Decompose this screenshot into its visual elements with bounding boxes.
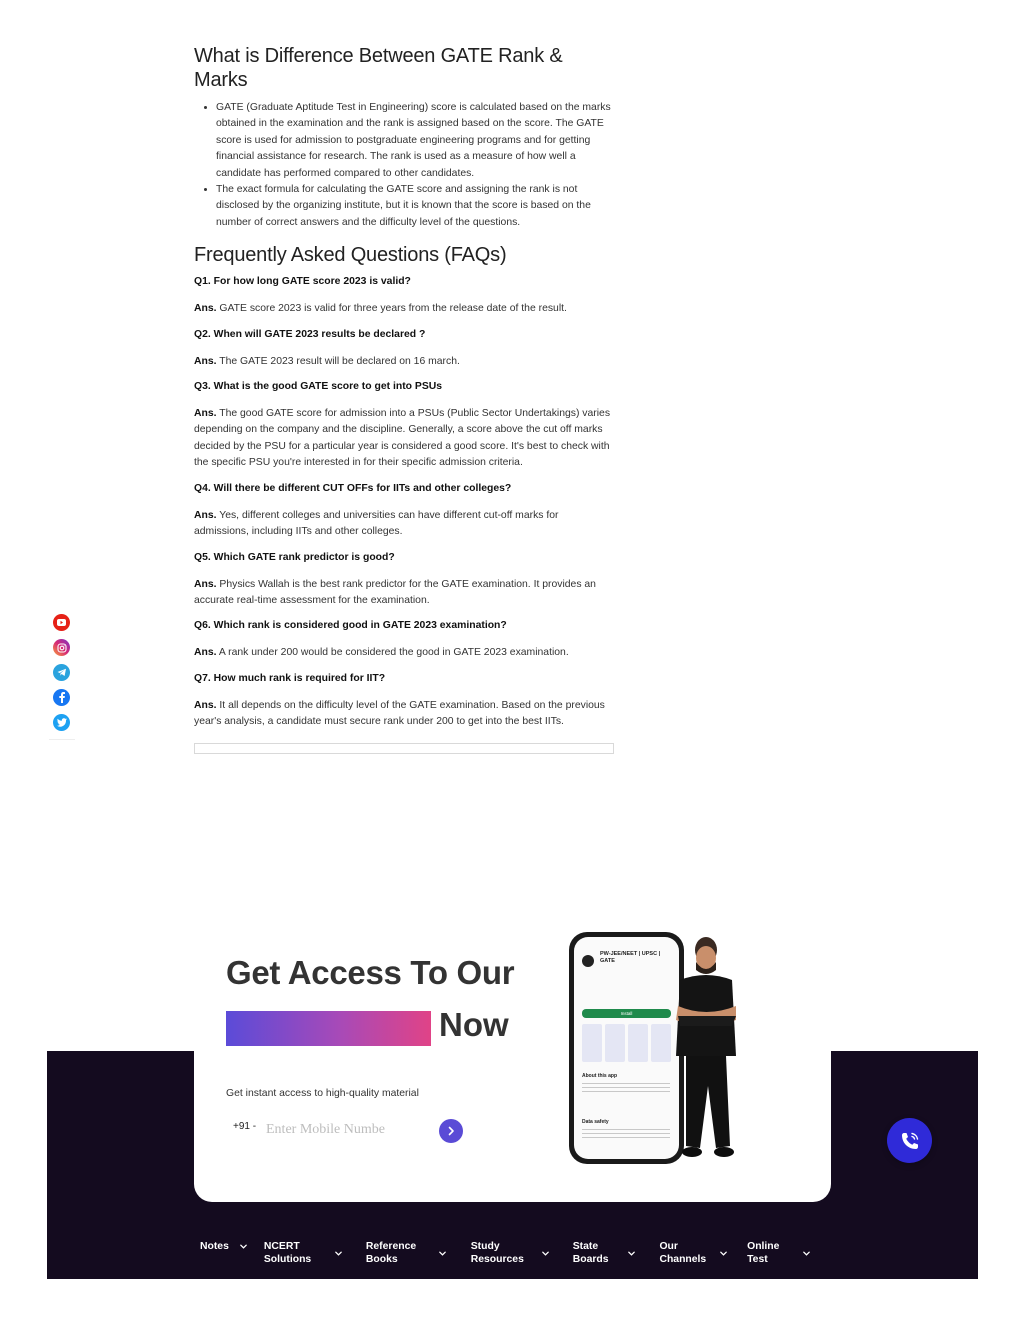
mobile-number-input[interactable]: [266, 1119, 426, 1141]
chevron-down-icon: [334, 1249, 343, 1258]
call-button[interactable]: [887, 1118, 932, 1163]
ans-label: Ans.: [194, 578, 217, 590]
nav-item-label: State Boards: [572, 1241, 609, 1265]
faq-answer: [194, 301, 614, 317]
cta-subtitle: Get instant access to high-quality material: [226, 1088, 419, 1099]
nav-item-ncert-solutions[interactable]: [264, 1240, 350, 1266]
ans-label: Ans.: [194, 509, 217, 521]
ans-label: Ans.: [194, 355, 217, 367]
faq-answer-text: Physics Wallah is the best rank predictor for the GATE examination. It provides an accurate real-time assessment for the examination.: [194, 578, 596, 606]
faq-list: [194, 275, 614, 730]
cta-now: Now: [439, 1006, 509, 1043]
about-app-label: About this app: [582, 1073, 617, 1079]
twitter-icon[interactable]: [53, 714, 70, 731]
faq-answer-text: Yes, different colleges and universities can have different cut-off marks for admissions, including IITs and other colleges.: [194, 509, 559, 538]
app-download-card: [194, 914, 831, 1202]
youtube-icon[interactable]: [53, 614, 70, 631]
faq-answer-text: GATE score 2023 is valid for three years from the release date of the result.: [219, 303, 567, 315]
bullet-item: • GATE (Graduate Aptitude Test in Engineering) score is calculated based on the marks obtained in the examination and the rank is assigned based on the score. The GATE score is used for admission to postgraduate engineering programs and for getting financial assistance for research. The rank is used as a measure of how well a candidate has performed compared to other candidates.: [216, 100, 614, 182]
faq-question: Q7. How much rank is required for IIT?: [194, 672, 386, 684]
about-text: [582, 1083, 670, 1093]
faq-answer: [194, 698, 614, 731]
nav-item-online-test[interactable]: [747, 1240, 814, 1266]
data-safety-label: Data safety: [582, 1119, 609, 1125]
faq-answer-text: The GATE 2023 result will be declared on 16 march.: [219, 355, 460, 367]
ans-label: Ans.: [194, 647, 217, 659]
bullet-item: • The exact formula for calculating the GATE score and assigning the rank is not disclosed by the organizing institute, but it is known that the score is based on the number of correct answers and the difficulty level of the questions.: [216, 182, 614, 231]
article-content: [194, 44, 614, 754]
app-logo: [582, 955, 594, 967]
nav-item-label: Study Resources: [470, 1241, 524, 1265]
telegram-icon[interactable]: [53, 664, 70, 681]
faq-question: Q1. For how long GATE score 2023 is valid?: [194, 276, 411, 288]
faq-question: Q4. Will there be different CUT OFFs for IITs and other colleges?: [194, 482, 512, 494]
chevron-down-icon: [541, 1249, 550, 1258]
facebook-icon[interactable]: [53, 689, 70, 706]
cta-gradient-highlight: [226, 1011, 431, 1046]
nav-item-label: NCERT Solutions: [263, 1241, 312, 1265]
faq-answer: [194, 354, 614, 370]
phone-screen: [574, 937, 679, 1159]
faq-answer: [194, 406, 614, 472]
nav-item-label: Our Channels: [659, 1241, 707, 1265]
nav-item-state-boards[interactable]: [573, 1240, 644, 1266]
phone-call-icon: [899, 1130, 921, 1152]
submit-button[interactable]: [439, 1119, 463, 1143]
install-button: Install: [582, 1009, 671, 1018]
social-divider: [49, 739, 75, 740]
footer-nav: [200, 1240, 830, 1268]
faq-answer-text: It all depends on the difficulty level of the GATE examination. Based on the previous year's analysis, a candidate must secure rank under 200 to get into the best IITs.: [194, 699, 605, 728]
chevron-right-icon: [446, 1126, 456, 1136]
faq-question: Q5. Which GATE rank predictor is good?: [194, 551, 395, 563]
nav-item-reference-books[interactable]: [366, 1240, 455, 1266]
nav-item-label: Notes: [200, 1241, 229, 1252]
nav-item-label: Online Test: [747, 1241, 780, 1265]
faq-answer-text: The good GATE score for admission into a PSUs (Public Sector Undertakings) varies depending on the company and the discipline. Generally, a score above the cut off marks decided by the PSU for a particular year is considered a good score. It's best to check with the specific PSU you're interested in for their specific admission criteria.: [194, 408, 611, 469]
chevron-down-icon: [719, 1249, 728, 1258]
data-safety-text: [582, 1129, 670, 1139]
empty-content-box: [194, 743, 614, 754]
instagram-icon[interactable]: [53, 639, 70, 656]
faq-answer: [194, 577, 614, 610]
ans-label: Ans.: [194, 303, 217, 315]
faq-answer-text: A rank under 200 would be considered the good in GATE 2023 examination.: [218, 647, 569, 659]
chevron-down-icon: [239, 1242, 248, 1251]
social-sidebar: [53, 614, 71, 740]
ans-label: Ans.: [194, 699, 217, 711]
country-code: +91 -: [233, 1121, 257, 1132]
chevron-down-icon: [802, 1249, 811, 1258]
chevron-down-icon: [438, 1249, 447, 1258]
nav-item-our-channels[interactable]: [659, 1240, 731, 1266]
faq-question: Q2. When will GATE 2023 results be declared ?: [194, 328, 426, 340]
nav-item-study-resources[interactable]: [471, 1240, 557, 1266]
ans-label: Ans.: [194, 408, 217, 420]
app-title: PW-JEE/NEET | UPSC | GATE: [600, 951, 661, 964]
cta-title: Get Access To Our: [226, 954, 515, 991]
chevron-down-icon: [627, 1249, 636, 1258]
nav-item-label: Reference Books: [365, 1241, 417, 1265]
faq-heading: Frequently Asked Questions (FAQs): [194, 244, 507, 267]
app-screenshots: [582, 1024, 671, 1062]
nav-item-notes[interactable]: [200, 1240, 248, 1253]
faq-answer: [194, 508, 614, 541]
faq-question: Q6. Which rank is considered good in GATE 2023 examination?: [194, 620, 507, 632]
diff-bullet-list: [194, 100, 614, 231]
faq-question: Q3. What is the good GATE score to get into PSUs: [194, 381, 443, 393]
presenter-illustration: [666, 936, 746, 1166]
faq-answer: [194, 645, 614, 661]
diff-heading: What is Difference Between GATE Rank & Marks: [194, 45, 563, 91]
